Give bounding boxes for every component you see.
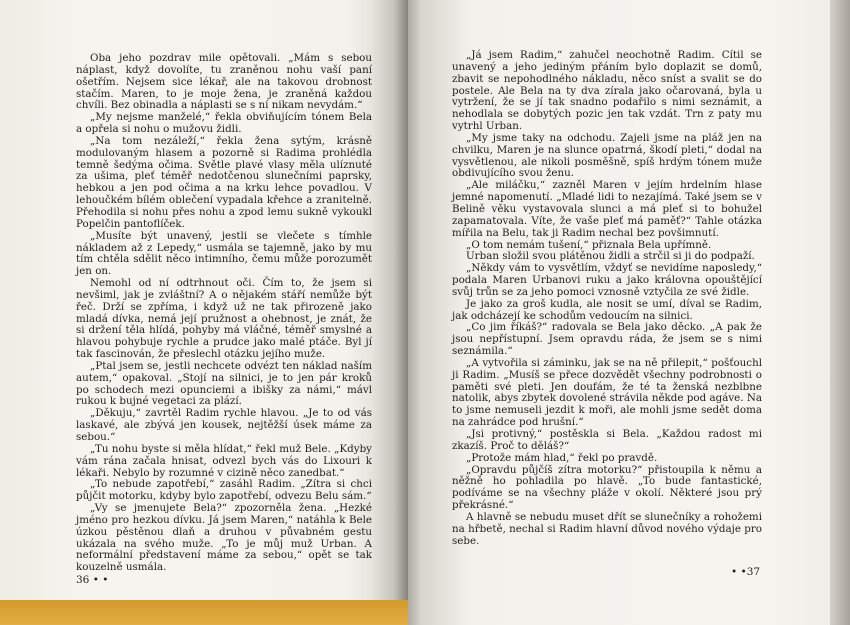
paragraph: „Ale miláčku,“ zazněl Maren v jejím hrdelním hlase jemné napomenutí. „Mladé lidi to nezajímá. Také jsem se v Belině věku vystavovala slunci a má pleť si to bohužel zapamatovala. Víte, že vaše pleť má paměť?“ Tahle otázka mířila na Belu, tak ji Radim nechal bez povšimnutí. [452, 179, 762, 239]
paragraph: „Na tom nezáleží,“ řekla žena sytým, krásně modulovaným hlasem a pozorně si Radima prohlédla temně šedýma očima. Světle plavé vlasy měla ulíznuté za ušima, pleť téměř nedotčenou slunečními paprsky, hebkou a jen pod očima a na krku lehce povadlou. V lehoučkém bílém oblečení vypadala křehce a zranitelně. Přehodila si nohu přes nohu a zpod lemu sukně vykoukl Popelčin pantoflíček. [76, 134, 372, 230]
left-page [0, 0, 408, 625]
paragraph: A hlavně se nebudu muset dřít se slunečníky a rohožemi na hřbetě, nechal si Radim hlavní důvod nového výdaje pro sebe. [452, 510, 762, 547]
paragraph: „Protože mám hlad,“ řekl po pravdě. [466, 451, 658, 464]
paragraph: „Musíte být unavený, jestli se vlečete s tímhle nákladem až z Lepedy,“ usmála se tajemně, jako by mu tím chtěla sdělit něco intimního, čemu může porozumět jen on. [76, 229, 372, 278]
paragraph: „Někdy vám to vysvětlím, vždyť se nevidíme naposledy,“ podala Maren Urbanovi ruku a jako královna opouštějící svůj trůn se za jeho pomoci vznosně vztyčila ze své židle. [452, 262, 762, 298]
paragraph: „Vy se jmenujete Bela?“ zpozorněla žena. „Hezké jméno pro hezkou dívku. Já jsem Maren,“ natáhla k Bele úzkou pěstěnou dlaň a druhou v půvabném gestu ukázala na svého muže. „To je můj muž Urban. A neformální představení máme za sebou,“ opět se tak kouzelně usmála. [76, 502, 372, 574]
paragraph: „To nebude zapotřebí,“ zasáhl Radim. „Zítra si chci půjčit motorku, kdyby bylo zapotřebí, odvezu Belu sám.“ [76, 478, 372, 503]
paragraph: Je jako za groš kudla, ale nosit se umí, díval se Radim, jak odcházejí ke schodům vedoucím na silnici. [452, 297, 762, 322]
paragraph: „Já jsem Radim,“ zahučel neochotně Radim. Cítil se unavený a jeho jediným přáním bylo doplazit se domů, zbavit se nepohodlného nákladu, něco sníst a svalit se do postele. Ale Bela na ty dva zírala jako očarovaná, byla u vytržení, že se jí tak snadno podařilo s nimi seznámit, a nehodlala se dobytých pozic jen tak vzdát. Trn z paty mu vytrhl Urban. [452, 49, 762, 133]
paragraph: „Děkuju,“ zavrtěl Radim rychle hlavou. „Je to od vás laskavé, ale zbývá jen kousek, nejtěžší úsek máme za sebou.“ [76, 407, 372, 443]
paragraph: „Tu nohu byste si měla hlídat,“ řekl muž Bele. „Kdyby vám rána začala hnisat, odvezl bych vás do Lixouri k lékaři. Nebylo by rozumné v cizině něco zanedbat.“ [76, 442, 372, 479]
book-right-edge [830, 0, 850, 625]
paragraph: „Opravdu půjčíš zítra motorku?“ přistoupila k němu a něžně ho pohladila po hlavě. „To bude fantastické, podíváme se na všechny pláže v okolí. Některé jsou prý překrásné.“ [452, 463, 762, 512]
left-page-text [76, 53, 372, 574]
paragraph: „My nejsme manželé,“ řekla obviňujícím tónem Bela a opřela si nohu o mužovu židli. [76, 111, 372, 136]
paragraph: Oba jeho pozdrav mile opětovali. „Mám s sebou náplast, když dovolíte, tu zraněnou nohu vaší paní ošetřím. Nejsem sice lékař, ale na takovou drobnost stačím. Maren, to je moje žena, je zraněná každou chvíli. Bez obinadla a náplasti se s ní nikam nevydám.“ [76, 52, 372, 112]
paragraph: „O tom nemám tušení,“ přiznala Bela upřímně. [466, 238, 712, 251]
cover-edge [0, 600, 408, 625]
paragraph: „Co jim říkáš?“ radovala se Bela jako děcko. „A pak že jsou nepřístupní. Jsem opravdu ráda, že jsem se s nimi seznámila.“ [452, 321, 762, 358]
paragraph: Nemohl od ní odtrhnout oči. Čím to, že jsem si nevšiml, jak je zvláštní? A o nějakém stáří nemůže být řeč. Drží se zpříma, i když už ne tak přirozeně jako mladá dívka, nemá její pružnost a ohebnost, je znát, že si držení těla hlídá, pohyby má vláčné, téměř smyslné a hlavou pohybuje rychle a prudce jako malé ptáče. Byl jí tak fascinován, že přeslechl otázku jejího muže. [76, 277, 372, 361]
right-page [408, 0, 850, 625]
gutter-shadow [372, 0, 408, 625]
page-number-right: • •37 [731, 566, 761, 578]
page-number-left: 36 • • [76, 574, 109, 586]
paragraph: „Jsi protivný,“ postěskla si Bela. „Každou radost mi zkazíš. Proč to děláš?“ [452, 428, 762, 452]
paragraph: „My jsme taky na odchodu. Zajeli jsme na pláž jen na chvilku, Maren je na slunce opatrná, škodí pleti,“ dodal na vysvětlenou, ale nikoli posměšně, spíš hrdým tónem muže obdivujícího svou ženu. [452, 131, 762, 180]
paragraph: „Ptal jsem se, jestli nechcete odvézt ten náklad naším autem,“ opakoval. „Stojí na silnici, je to jen pár kroků po schodech mezi opunciemi a ibišky za námi,“ mávl rukou k bujné vegetaci za plází. [76, 359, 372, 408]
paragraph: Urban složil svou plátěnou židli a strčil si ji do podpaží. [466, 250, 755, 263]
right-page-text [452, 50, 762, 547]
paragraph: „A vytvořila si záminku, jak se na ně přilepit,“ pošťouchl ji Radim. „Musíš se přece dozvědět všechny podrobnosti o paměti své pleti. Jen doufám, že té ta ženská nezblbne natolik, abys zbytek dovolené strávila někde pod agáve. Na to jsme nemuseli jezdit k moři, ale mohli jsme sedět doma na zahrádce pod hrušní.“ [452, 356, 762, 429]
